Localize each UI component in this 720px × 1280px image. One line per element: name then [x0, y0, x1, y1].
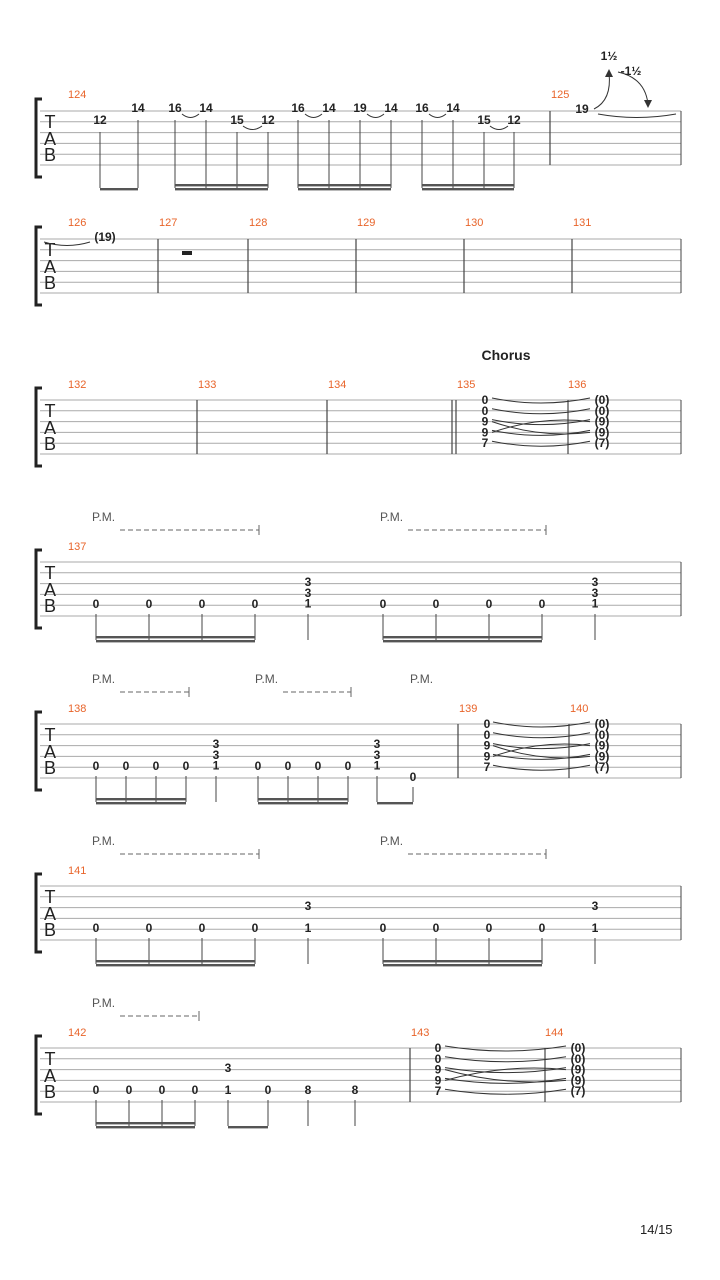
chord-fret: 3	[373, 737, 381, 751]
chord-fret: 3	[304, 585, 312, 600]
chord-fret: 0	[483, 717, 491, 731]
measure-number: 131	[573, 217, 592, 229]
chord-fret: 7	[483, 760, 491, 775]
chord-fret: 1	[373, 758, 381, 773]
fret-number: 16	[415, 101, 429, 115]
beam	[100, 188, 138, 190]
palm-mute-label: P.M.	[255, 672, 279, 686]
beam	[422, 188, 514, 190]
chord-fret: (7)	[594, 436, 610, 451]
beam	[96, 964, 255, 966]
fret-number: 0	[379, 597, 387, 611]
chord-fret: 9	[481, 414, 489, 429]
fret-number: 0	[122, 759, 130, 773]
beam	[258, 798, 348, 800]
release-amount: -1½	[620, 64, 642, 78]
fret-number: 14	[446, 101, 460, 115]
chord-fret: (0)	[570, 1051, 586, 1066]
fret-number: 0	[432, 597, 440, 611]
fret-number: 0	[92, 597, 100, 611]
chord-fret: 0	[483, 727, 491, 742]
tab-clef-letter: B	[43, 596, 57, 616]
measure-number: 124	[68, 89, 87, 101]
tab-clef-letter: T	[44, 563, 56, 583]
measure-number: 126	[68, 217, 87, 229]
measure-number: 142	[68, 1027, 87, 1039]
measure-number: 144	[545, 1027, 564, 1039]
fret-number: (19)	[94, 230, 116, 244]
fret-number: 0	[251, 921, 259, 935]
tab-clef-letter: T	[44, 112, 56, 132]
chord-fret: (9)	[594, 749, 610, 764]
measure-number: 135	[457, 379, 476, 391]
chord-fret: (9)	[594, 738, 610, 753]
fret-number: 0	[254, 759, 262, 773]
fret-number: 14	[322, 101, 336, 115]
fret-number: 12	[93, 113, 107, 127]
tie	[243, 126, 262, 130]
fret-number: 0	[485, 921, 493, 935]
tab-clef-letter: A	[43, 904, 57, 924]
chord-fret: 9	[434, 1062, 442, 1077]
fret-number: 15	[477, 113, 491, 127]
beam	[96, 798, 186, 800]
palm-mute-label: P.M.	[380, 510, 404, 524]
chord-fret: (0)	[594, 393, 610, 407]
fret-number: 0	[538, 921, 546, 935]
chord-fret: (9)	[594, 414, 610, 429]
chord-fret: 0	[481, 393, 489, 407]
beam	[175, 184, 268, 186]
chord-fret: (0)	[594, 403, 610, 418]
chord-fret: 0	[434, 1041, 442, 1055]
measure-number: 125	[551, 89, 570, 101]
measure-number: 136	[568, 379, 587, 391]
measure-number: 132	[68, 379, 87, 391]
fret-number: 0	[379, 921, 387, 935]
chord-fret: (7)	[594, 760, 610, 775]
beam	[258, 802, 348, 804]
chord-fret: 1	[591, 596, 599, 611]
fret-number: 0	[92, 759, 100, 773]
tab-clef-letter: T	[44, 1049, 56, 1069]
release-arrowhead	[644, 100, 652, 108]
chord-fret: 3	[304, 575, 312, 589]
chord-fret: (0)	[594, 717, 610, 731]
fret-number: 12	[261, 113, 275, 127]
chord-fret: (0)	[594, 727, 610, 742]
page-number: 14/15	[640, 1222, 673, 1237]
chord-fret: 9	[434, 1073, 442, 1088]
measure-number: 134	[328, 379, 347, 391]
fret-number: 0	[198, 597, 206, 611]
chord-fret: 3	[304, 899, 312, 913]
chord-fret: 7	[481, 436, 489, 451]
palm-mute-label: P.M.	[92, 510, 116, 524]
chord-fret: 3	[591, 585, 599, 600]
chord-fret: 3	[591, 575, 599, 589]
fret-number: 0	[191, 1083, 199, 1097]
beam	[96, 960, 255, 962]
tab-clef-letter: A	[43, 580, 57, 600]
tie	[429, 114, 446, 118]
measure-number: 127	[159, 217, 178, 229]
chord-fret: 3	[212, 747, 220, 762]
tie	[182, 114, 199, 118]
bend-amount: 1½	[600, 49, 618, 63]
fret-number: 0	[409, 770, 417, 784]
chord-fret: 9	[483, 738, 491, 753]
fret-number: 15	[230, 113, 244, 127]
chord-fret: (9)	[594, 425, 610, 440]
palm-mute-label: P.M.	[410, 672, 434, 686]
fret-number: 0	[198, 921, 206, 935]
beam	[383, 960, 542, 962]
fret-number: 19	[353, 101, 367, 115]
chord-fret: 1	[224, 1083, 232, 1097]
fret-number: 0	[92, 1083, 100, 1097]
beam	[96, 802, 186, 804]
tab-clef-letter: B	[43, 434, 57, 454]
tie	[598, 114, 676, 118]
tab-clef-letter: A	[43, 129, 57, 149]
palm-mute-label: P.M.	[92, 996, 116, 1010]
chord-fret: 3	[224, 1061, 232, 1075]
tab-clef-letter: B	[43, 273, 57, 293]
fret-number: 0	[152, 759, 160, 773]
chord-fret: 3	[373, 747, 381, 762]
chord-fret: (9)	[570, 1073, 586, 1088]
fret-number: 8	[351, 1083, 359, 1097]
chord-fret: 1	[591, 921, 599, 935]
chord-fret: (9)	[570, 1062, 586, 1077]
bend-arrow	[594, 73, 609, 109]
measure-number: 128	[249, 217, 268, 229]
fret-number: 0	[432, 921, 440, 935]
fret-number: 0	[538, 597, 546, 611]
chord-fret: (0)	[570, 1041, 586, 1055]
measure-number: 140	[570, 703, 589, 715]
tab-clef-letter: B	[43, 1082, 57, 1102]
palm-mute-label: P.M.	[380, 834, 404, 848]
chord-fret: 0	[434, 1051, 442, 1066]
section-label: Chorus	[481, 347, 531, 363]
measure-number: 138	[68, 703, 87, 715]
beam	[383, 640, 542, 642]
measure-number: 129	[357, 217, 376, 229]
tie	[490, 126, 508, 130]
fret-number: 0	[251, 597, 259, 611]
tab-clef-letter: B	[43, 758, 57, 778]
tie	[367, 114, 384, 118]
fret-number: 0	[125, 1083, 133, 1097]
tab-clef-letter: A	[43, 257, 57, 277]
chord-fret: 3	[591, 899, 599, 913]
measure-number: 137	[68, 541, 87, 553]
measure-number: 143	[411, 1027, 430, 1039]
chord-fret: 1	[212, 758, 220, 773]
chord-fret: (7)	[570, 1084, 586, 1099]
fret-number: 0	[344, 759, 352, 773]
tab-clef-letter: B	[43, 145, 57, 165]
chord-fret: 9	[483, 749, 491, 764]
fret-number: 0	[264, 1083, 272, 1097]
fret-number: 12	[507, 113, 521, 127]
fret-number: 0	[158, 1083, 166, 1097]
fret-number: 19	[575, 102, 589, 116]
fret-number: 14	[131, 101, 145, 115]
palm-mute-label: P.M.	[92, 834, 116, 848]
chord-fret: 0	[481, 403, 489, 418]
fret-number: 8	[304, 1083, 312, 1097]
chord-fret: 3	[212, 737, 220, 751]
tab-clef-letter: T	[44, 240, 56, 260]
fret-number: 0	[145, 921, 153, 935]
tab-clef-letter: A	[43, 1066, 57, 1086]
tab-clef-letter: T	[44, 887, 56, 907]
measure-number: 133	[198, 379, 217, 391]
tab-clef-letter: B	[43, 920, 57, 940]
beam	[298, 188, 391, 190]
fret-number: 0	[182, 759, 190, 773]
beam	[96, 636, 255, 638]
beam	[377, 802, 413, 804]
beam	[228, 1126, 268, 1128]
bend-arrowhead	[605, 69, 613, 77]
fret-number: 16	[291, 101, 305, 115]
tab-clef-letter: T	[44, 401, 56, 421]
chord-fret: 9	[481, 425, 489, 440]
measure-number: 141	[68, 865, 87, 877]
fret-number: 16	[168, 101, 182, 115]
measure-number: 130	[465, 217, 484, 229]
tab-clef-letter: A	[43, 742, 57, 762]
palm-mute-label: P.M.	[92, 672, 116, 686]
beam	[383, 636, 542, 638]
chord-fret: 1	[304, 596, 312, 611]
chord-fret: 7	[434, 1084, 442, 1099]
fret-number: 0	[284, 759, 292, 773]
chord-fret: 1	[304, 921, 312, 935]
fret-number: 14	[199, 101, 213, 115]
whole-rest	[182, 251, 192, 255]
beam	[96, 1122, 195, 1124]
fret-number: 0	[485, 597, 493, 611]
beam	[298, 184, 391, 186]
beam	[96, 1126, 195, 1128]
beam	[383, 964, 542, 966]
beam	[96, 640, 255, 642]
beam	[175, 188, 268, 190]
fret-number: 0	[145, 597, 153, 611]
fret-number: 14	[384, 101, 398, 115]
measure-number: 139	[459, 703, 478, 715]
tab-clef-letter: A	[43, 418, 57, 438]
fret-number: 0	[314, 759, 322, 773]
tab-clef-letter: T	[44, 725, 56, 745]
tie	[305, 114, 322, 118]
beam	[422, 184, 514, 186]
fret-number: 0	[92, 921, 100, 935]
